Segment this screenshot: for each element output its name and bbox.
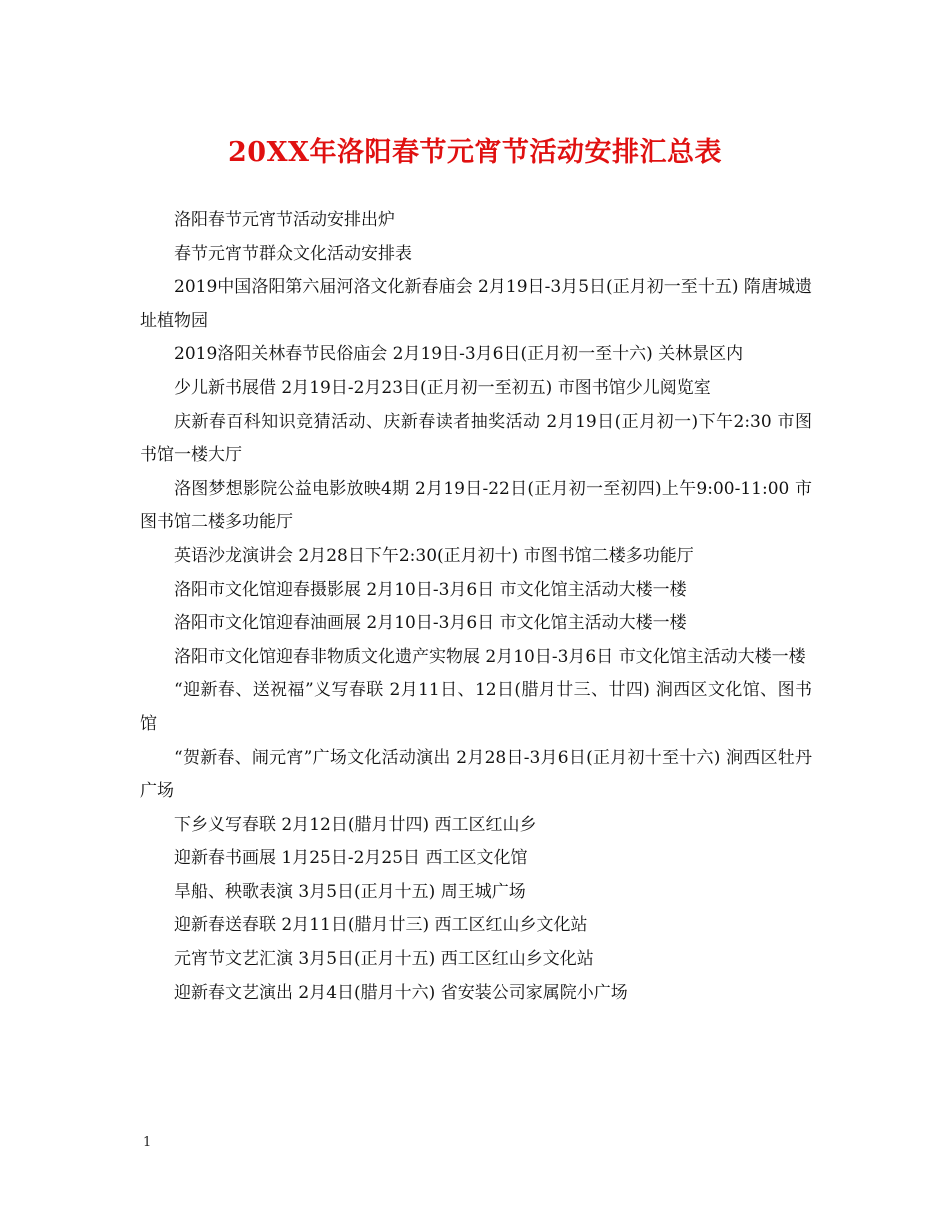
paragraph: 元宵节文艺汇演 3月5日(正月十五) 西工区红山乡文化站 [174, 949, 594, 970]
paragraph: 洛阳市文化馆迎春非物质文化遗产实物展 2月10日-3月6日 市文化馆主活动大楼一楼 [174, 646, 806, 667]
paragraph: 英语沙龙演讲会 2月28日下午2:30(正月初十) 市图书馆二楼多功能厅 [174, 545, 694, 566]
document-title: 20XX年洛阳春节元宵节活动安排汇总表 [228, 137, 722, 168]
paragraph: “贺新春、闹元宵”广场文化活动演出 2月28日-3月6日(正月初十至十六) 涧西区牡丹广场 [140, 747, 812, 802]
paragraph: 洛阳市文化馆迎春油画展 2月10日-3月6日 市文化馆主活动大楼一楼 [174, 613, 687, 634]
paragraph: 迎新春文艺演出 2月4日(腊月十六) 省安装公司家属院小广场 [174, 982, 628, 1003]
paragraph: 迎新春送春联 2月11日(腊月廿三) 西工区红山乡文化站 [174, 915, 588, 936]
paragraph: 旱船、秧歌表演 3月5日(正月十五) 周王城广场 [174, 881, 526, 902]
paragraph: 庆新春百科知识竞猜活动、庆新春读者抽奖活动 2月19日(正月初一)下午2:30 市图书馆一楼大厅 [140, 411, 812, 466]
paragraph: 下乡义写春联 2月12日(腊月廿四) 西工区红山乡 [174, 814, 537, 835]
page-number: 1 [143, 1135, 152, 1150]
paragraph: 少儿新书展借 2月19日-2月23日(正月初一至初五) 市图书馆少儿阅览室 [174, 377, 711, 398]
paragraph: 洛阳春节元宵节活动安排出炉 [174, 210, 395, 230]
paragraph: “迎新春、送祝福”义写春联 2月11日、12日(腊月廿三、廿四) 涧西区文化馆、图书馆 [140, 680, 812, 734]
paragraph: 春节元宵节群众文化活动安排表 [174, 243, 412, 264]
paragraph: 2019中国洛阳第六届河洛文化新春庙会 2月19日-3月5日(正月初一至十五) 隋唐城遗址植物园 [140, 277, 812, 331]
paragraph: 洛阳市文化馆迎春摄影展 2月10日-3月6日 市文化馆主活动大楼一楼 [174, 579, 687, 600]
paragraph: 洛图梦想影院公益电影放映4期 2月19日-22日(正月初一至初四)上午9:00-11:00 市图书馆二楼多功能厅 [140, 478, 812, 533]
document-body [140, 204, 812, 1010]
paragraph: 迎新春书画展 1月25日-2月25日 西工区文化馆 [174, 848, 528, 869]
paragraph: 2019洛阳关林春节民俗庙会 2月19日-3月6日(正月初一至十六) 关林景区内 [174, 344, 744, 365]
